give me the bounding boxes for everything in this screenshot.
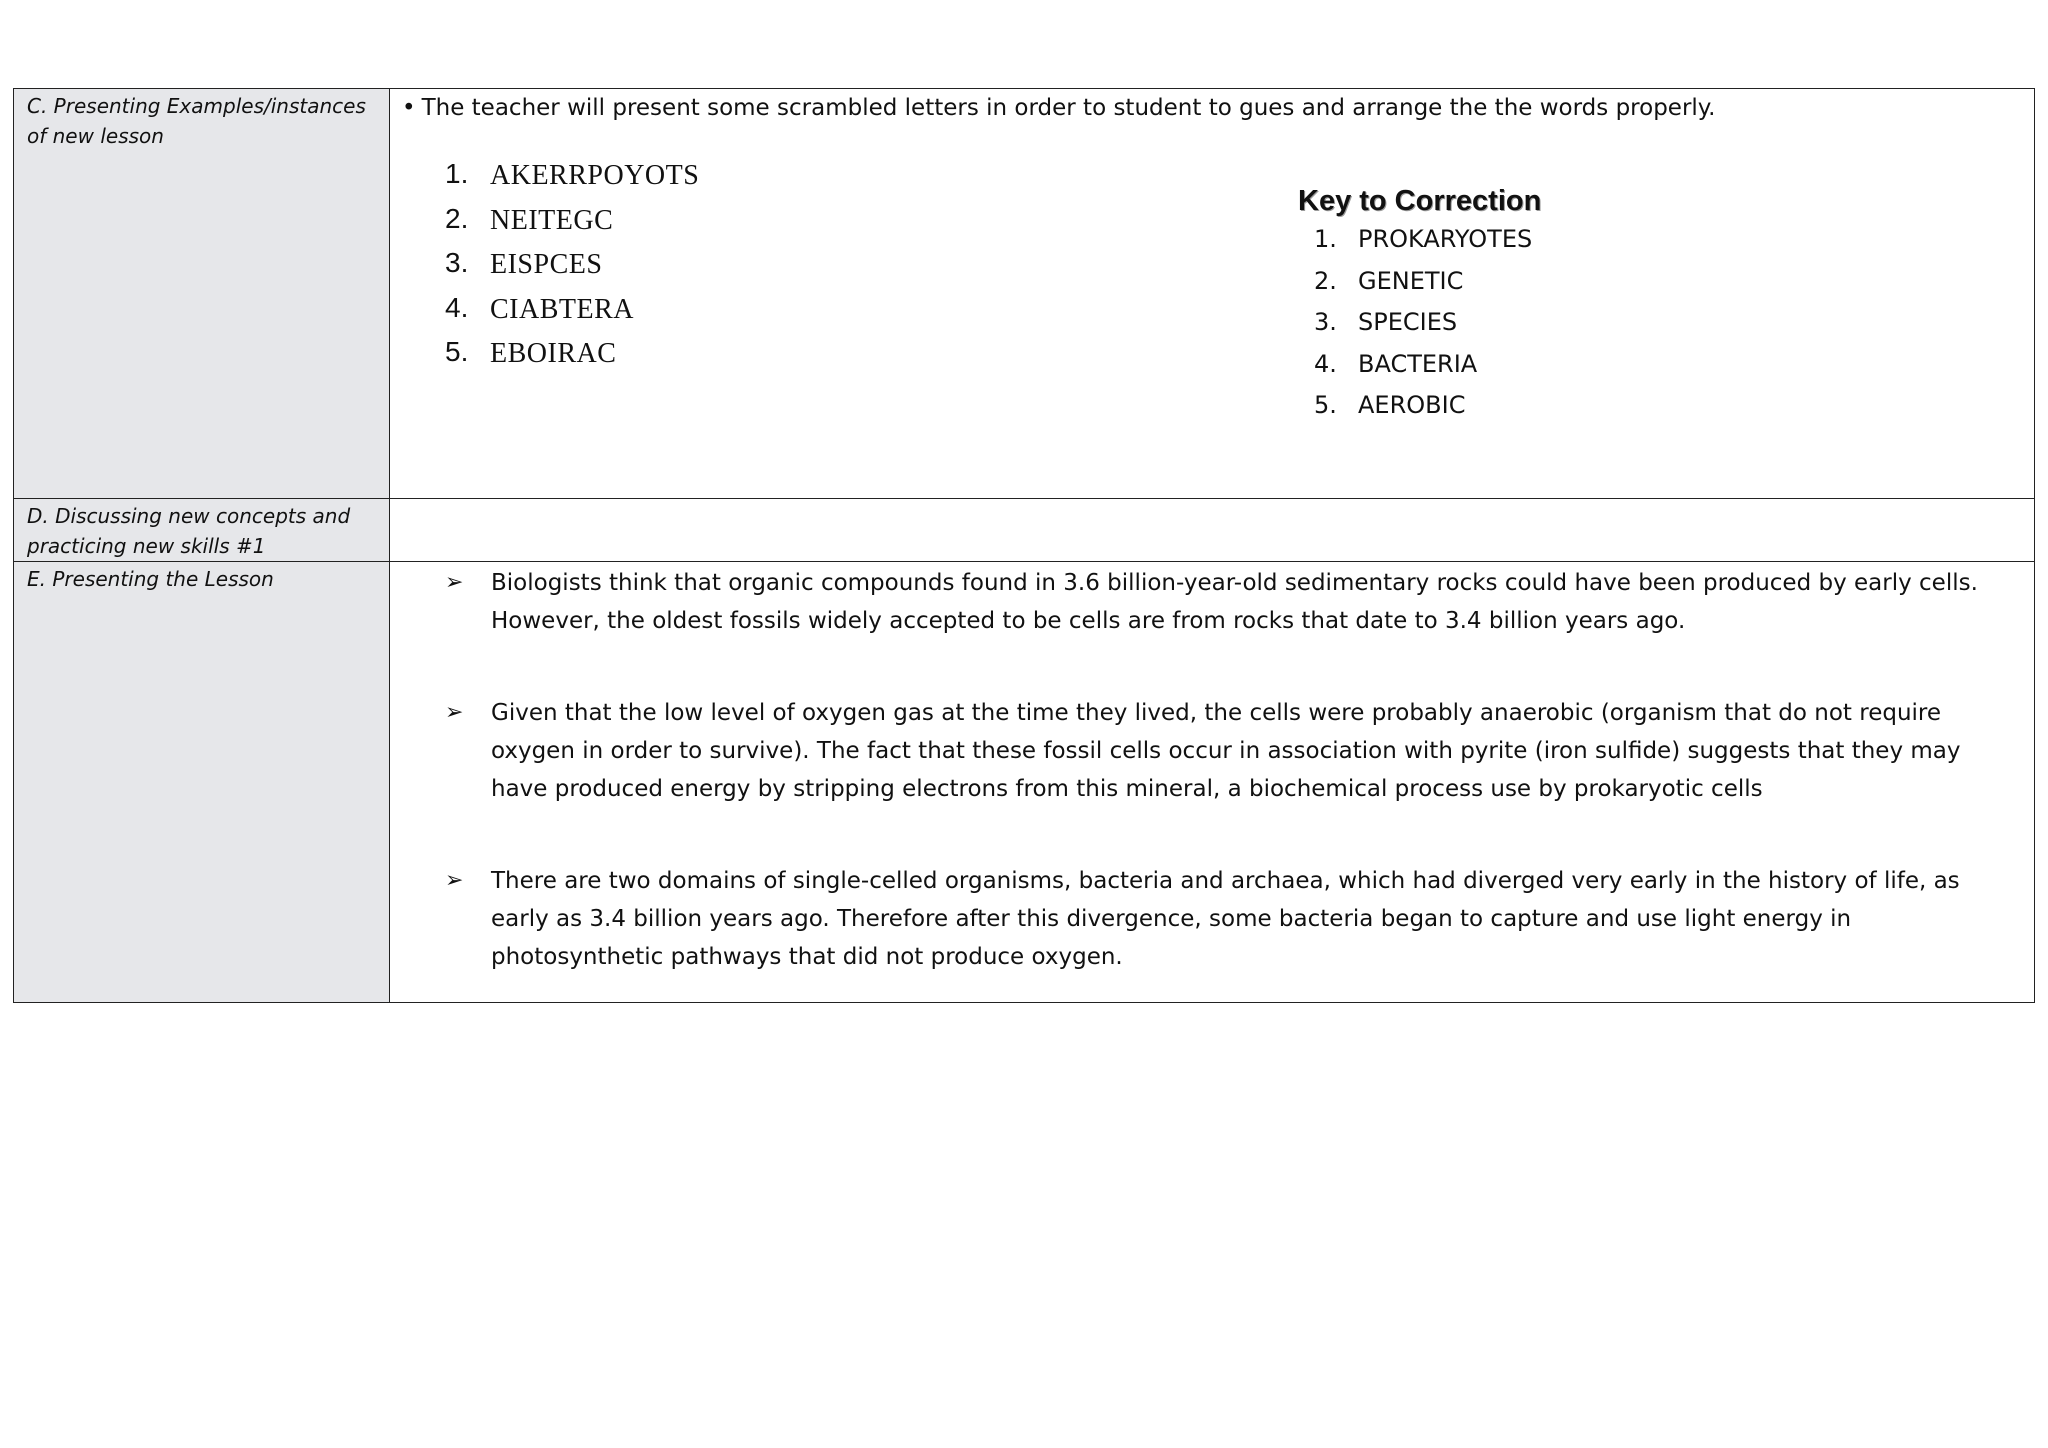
table-row-presenting-examples xyxy=(14,89,2035,499)
list-item xyxy=(1314,221,1532,263)
list-item xyxy=(445,245,699,290)
lesson-plan-table xyxy=(13,88,2035,1003)
list-item xyxy=(445,290,699,335)
intro-sentence: The teacher will present some scrambled letters in order to student to gues and arrange the the words properly. xyxy=(421,95,1716,121)
item-number: 5. xyxy=(1314,391,1337,419)
lesson-point-text: Given that the low level of oxygen gas at the time they lived, the cells were probably anaerobic (organism that do not require oxygen in order to survive). The fact that these fossil cells occur in association with pyrite (iron sulfide) suggests that they may have produced energy by stripping electrons from this mineral, a biochemical process use by prokaryotic cells xyxy=(491,700,1961,802)
arrow-bullet-icon: ➢ xyxy=(445,868,464,893)
answer-key-list xyxy=(1314,221,1532,429)
scrambled-word: EISPCES xyxy=(490,249,603,280)
row-label-presenting-examples: C. Presenting Examples/instances of new lesson xyxy=(14,89,390,499)
table-row-discussing-concepts xyxy=(14,499,2035,562)
scrambled-words-list xyxy=(445,156,699,379)
arrow-bullet-icon: ➢ xyxy=(445,570,464,595)
presenting-lesson-content xyxy=(390,562,2035,1003)
item-number: 2. xyxy=(445,202,469,234)
answer-word: SPECIES xyxy=(1358,308,1458,336)
item-number: 4. xyxy=(445,291,469,323)
list-item xyxy=(445,334,699,379)
discussing-concepts-content xyxy=(390,499,2035,562)
list-item xyxy=(445,564,2024,640)
scrambled-word: EBOIRAC xyxy=(490,338,617,369)
lesson-point-text: There are two domains of single-celled organisms, bacteria and archaea, which had diverged very early in the history of life, as early as 3.4 billion years ago. Therefore after this divergence, some bacteria began to capture and use light energy in photosynthetic pathways that did not produce oxygen. xyxy=(491,868,1960,970)
lesson-point-text: Biologists think that organic compounds found in 3.6 billion-year-old sedimentary rocks could have been produced by early cells. However, the oldest fossils widely accepted to be cells are from rocks that date to 3.4 billion years ago. xyxy=(491,570,1978,634)
item-number: 1. xyxy=(1314,225,1337,253)
intro-text xyxy=(402,91,1715,125)
table-row-presenting-lesson xyxy=(14,562,2035,1003)
item-number: 1. xyxy=(445,158,469,189)
row-label-presenting-lesson: E. Presenting the Lesson xyxy=(14,562,390,1003)
item-number: 2. xyxy=(1314,266,1337,295)
list-item xyxy=(1314,346,1532,388)
item-number: 3. xyxy=(1314,308,1337,336)
item-number: 5. xyxy=(445,336,469,367)
presenting-examples-content xyxy=(390,89,2035,499)
arrow-bullet-icon: ➢ xyxy=(445,700,464,725)
list-item xyxy=(445,201,699,246)
item-number: 3. xyxy=(445,247,469,278)
lesson-points-list xyxy=(445,564,2024,1030)
answer-word: BACTERIA xyxy=(1358,349,1478,378)
answer-word: PROKARYOTES xyxy=(1358,225,1533,253)
scrambled-word: CIABTERA xyxy=(490,293,634,325)
answer-word: AEROBIC xyxy=(1358,391,1466,419)
list-item xyxy=(1314,263,1532,305)
list-item xyxy=(445,156,699,201)
row-label-discussing-concepts: D. Discussing new concepts and practicing new skills #1 xyxy=(14,499,390,562)
key-to-correction-title: Key to Correction xyxy=(1298,185,1542,217)
answer-word: GENETIC xyxy=(1358,266,1464,295)
scrambled-word: AKERRPOYOTS xyxy=(490,160,700,191)
list-item xyxy=(445,694,2024,808)
list-item xyxy=(1314,304,1532,346)
item-number: 4. xyxy=(1314,349,1337,378)
list-item xyxy=(445,862,2024,976)
scrambled-word: NEITEGC xyxy=(490,204,614,236)
list-item xyxy=(1314,387,1532,429)
bullet-icon: • xyxy=(402,95,416,121)
